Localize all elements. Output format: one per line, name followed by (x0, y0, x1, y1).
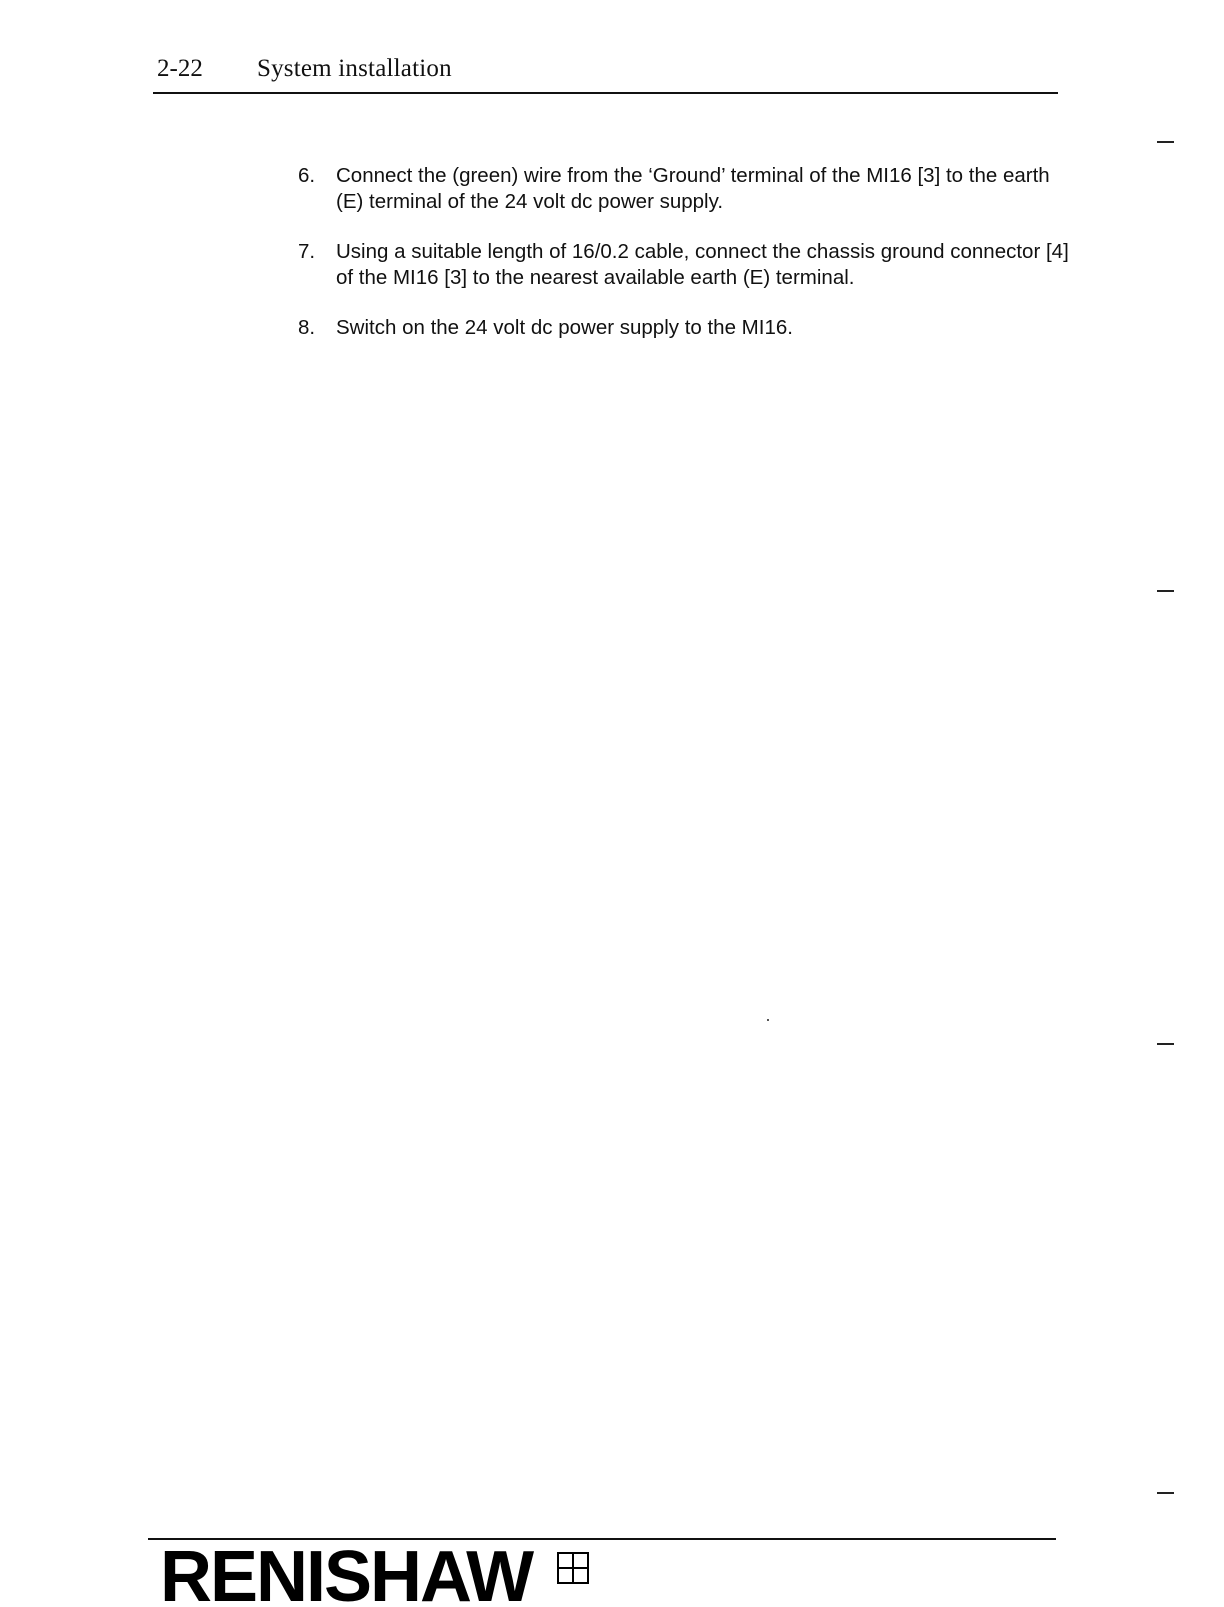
installation-steps-list (298, 163, 1078, 365)
list-item (298, 163, 1078, 215)
list-item (298, 239, 1078, 291)
renishaw-logo (160, 1537, 600, 1607)
header-rule (153, 92, 1058, 94)
margin-mark (1157, 590, 1174, 592)
list-item (298, 315, 1078, 341)
margin-mark (1157, 1492, 1174, 1494)
renishaw-logo-graphic (160, 1537, 600, 1607)
section-title: System installation (257, 55, 452, 82)
step-number: 7. (298, 240, 316, 263)
page-header (157, 52, 1057, 86)
logo-wordmark: RENISHAW (160, 1537, 533, 1607)
step-number: 6. (298, 164, 316, 187)
scan-speck (767, 1019, 769, 1021)
step-text: Switch on the 24 volt dc power supply to the MI16. (336, 316, 793, 339)
margin-mark (1157, 1043, 1174, 1045)
step-number: 8. (298, 316, 316, 339)
margin-mark (1157, 141, 1174, 143)
page-number: 2-22 (157, 55, 203, 82)
step-text: Connect the (green) wire from the ‘Ground’ terminal of the MI16 [3] to the earth (E) terminal of the 24 volt dc power supply. (336, 164, 1050, 213)
step-text: Using a suitable length of 16/0.2 cable, connect the chassis ground connector [4] of the MI16 [3] to the nearest available earth (E) terminal. (336, 240, 1069, 289)
